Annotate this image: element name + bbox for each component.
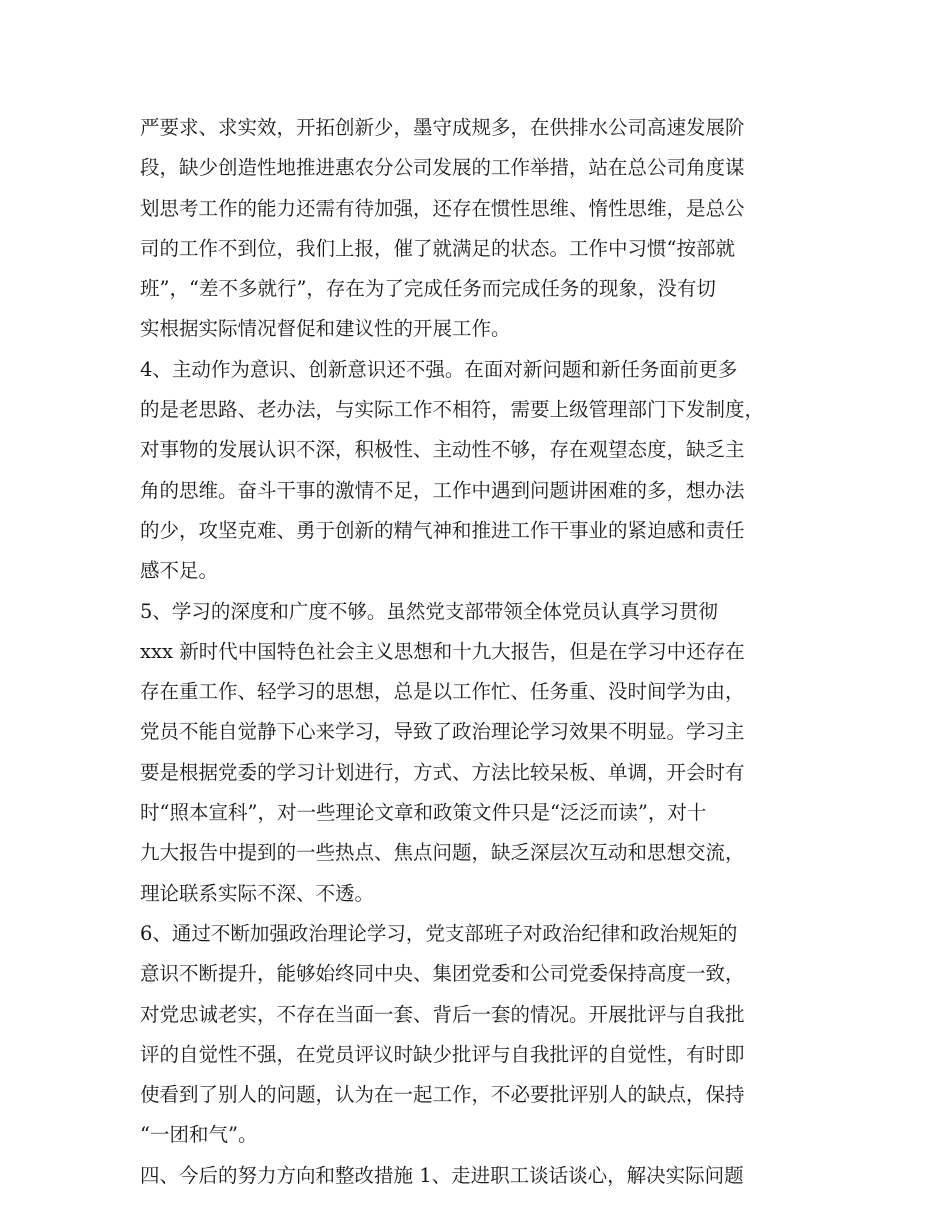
text-line: 意识不断提升，能够始终同中央、集团党委和公司党委保持高度一致， <box>140 962 745 986</box>
text-line: 的是老思路、老办法，与实际工作不相符，需要上级管理部门下发制度， <box>140 398 765 422</box>
text-line: 理论联系实际不深、不透。 <box>140 881 375 905</box>
text-line: xxx 新时代中国特色社会主义思想和十九大报告，但是在学习中还存在 <box>140 639 745 663</box>
text-line: 存在重工作、轻学习的思想，总是以工作忙、任务重、没时间学为由， <box>140 680 745 704</box>
text-line: 使看到了别人的问题，认为在一起工作，不必要批评别人的缺点，保持 <box>140 1083 745 1107</box>
text-line: 班”，“差不多就行”，存在为了完成任务而完成任务的现象，没有切 <box>140 277 716 301</box>
text-line: 感不足。 <box>140 559 219 583</box>
text-line: 评的自觉性不强，在党员评议时缺少批评与自我批评的自觉性，有时即 <box>140 1042 745 1066</box>
text-line: 时“照本宣科”，对一些理论文章和政策文件只是“泛泛而读”，对十 <box>140 801 707 825</box>
text-line: 段，缺少创造性地推进惠农分公司发展的工作举措，站在总公司角度谋 <box>140 156 745 180</box>
text-line: 的少，攻坚克难、勇于创新的精气神和推进工作干事业的紧迫感和责任 <box>140 518 745 542</box>
text-line: 角的思维。奋斗干事的激情不足，工作中遇到问题讲困难的多，想办法 <box>140 478 745 502</box>
text-line: 九大报告中提到的一些热点、焦点问题，缺乏深层次互动和思想交流， <box>140 841 745 865</box>
text-line: 5、学习的深度和广度不够。虽然党支部带领全体党员认真学习贯彻 <box>140 599 718 623</box>
text-line: “一团和气”。 <box>140 1123 258 1147</box>
text-line: 党员不能自觉静下心来学习，导致了政治理论学习效果不明显。学习主 <box>140 720 745 744</box>
text-line: 四、今后的努力方向和整改措施 1、走进职工谈话谈心，解决实际问题 <box>140 1163 744 1187</box>
document-body <box>140 108 830 1196</box>
text-line: 严要求、求实效，开拓创新少，墨守成规多，在供排水公司高速发展阶 <box>140 116 745 139</box>
text-line: 划思考工作的能力还需有待加强，还存在惯性思维、惰性思维，是总公 <box>140 196 745 220</box>
text-line: 要是根据党委的学习计划进行，方式、方法比较呆板、单调，开会时有 <box>140 760 745 784</box>
text-line: 实根据实际情况督促和建议性的开展工作。 <box>140 317 511 341</box>
text-line: 对事物的发展认识不深，积极性、主动性不够，存在观望态度，缺乏主 <box>140 438 745 462</box>
text-line: 6、通过不断加强政治理论学习，党支部班子对政治纪律和政治规矩的 <box>140 921 738 945</box>
text-line: 对党忠诚老实，不存在当面一套、背后一套的情况。开展批评与自我批 <box>140 1002 745 1026</box>
text-line: 4、主动作为意识、创新意识还不强。在面对新问题和新任务面前更多 <box>140 357 738 381</box>
text-line: 司的工作不到位，我们上报，催了就满足的状态。工作中习惯“按部就 <box>140 236 735 260</box>
